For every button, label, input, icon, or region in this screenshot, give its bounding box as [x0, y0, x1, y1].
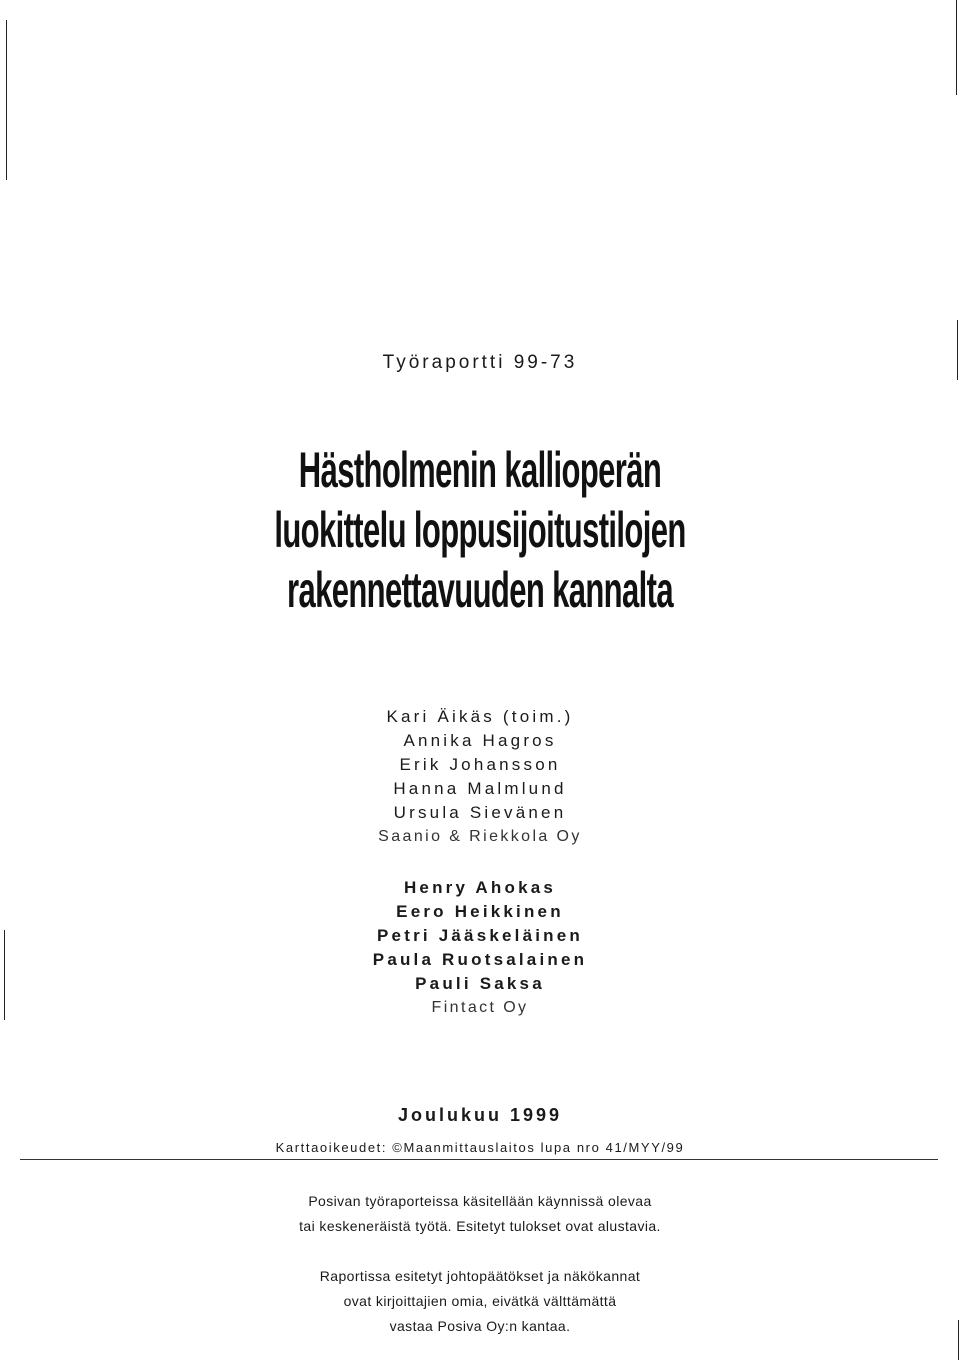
- divider-rule: [20, 1159, 938, 1160]
- notice-line: Posivan työraporteissa käsitellään käynnissä olevaa: [308, 1193, 652, 1209]
- author-name: Pauli Saksa: [415, 974, 545, 993]
- notice-line: tai keskeneräistä työtä. Esitetyt tulokset ovat alustavia.: [299, 1218, 661, 1234]
- map-rights-notice: Karttaoikeudet: ©Maanmittauslaitos lupa nro 41/MYY/99: [275, 1140, 685, 1155]
- scan-edge-mark-right: [956, 0, 957, 95]
- author-name: Erik Johansson: [399, 755, 561, 774]
- author-name: Eero Heikkinen: [396, 902, 564, 921]
- author-name: Paula Ruotsalainen: [372, 950, 588, 969]
- author-group-fintact: [0, 876, 960, 1020]
- author-name: Kari Äikäs (toim.): [386, 707, 574, 726]
- report-series-number: Työraportti 99-73: [382, 352, 578, 373]
- title-line-1: Hästholmenin kallioperän: [298, 442, 662, 498]
- author-name: Annika Hagros: [403, 731, 557, 750]
- author-name: Henry Ahokas: [403, 878, 557, 897]
- title-line-3: rakennettavuuden kannalta: [287, 562, 673, 618]
- author-name: Ursula Sievänen: [393, 803, 567, 822]
- title-line-2: luokittelu loppusijoitustilojen: [274, 502, 686, 558]
- author-name: Hanna Malmlund: [393, 779, 567, 798]
- author-organization: Fintact Oy: [431, 999, 529, 1016]
- notice-line: ovat kirjoittajien omia, eivätkä välttämättä: [343, 1293, 617, 1309]
- preliminary-notice: [0, 1189, 960, 1239]
- author-name: Petri Jääskeläinen: [377, 926, 583, 945]
- notice-line: vastaa Posiva Oy:n kantaa.: [389, 1318, 571, 1334]
- report-title: [0, 440, 960, 620]
- scan-edge-mark-left: [6, 20, 7, 180]
- notice-line: Raportissa esitetyt johtopäätökset ja näkökannat: [319, 1268, 641, 1284]
- author-organization: Saanio & Riekkola Oy: [378, 828, 582, 845]
- publication-date: Joulukuu 1999: [397, 1105, 563, 1125]
- disclaimer-notice: [0, 1264, 960, 1339]
- author-group-saanio: [0, 705, 960, 849]
